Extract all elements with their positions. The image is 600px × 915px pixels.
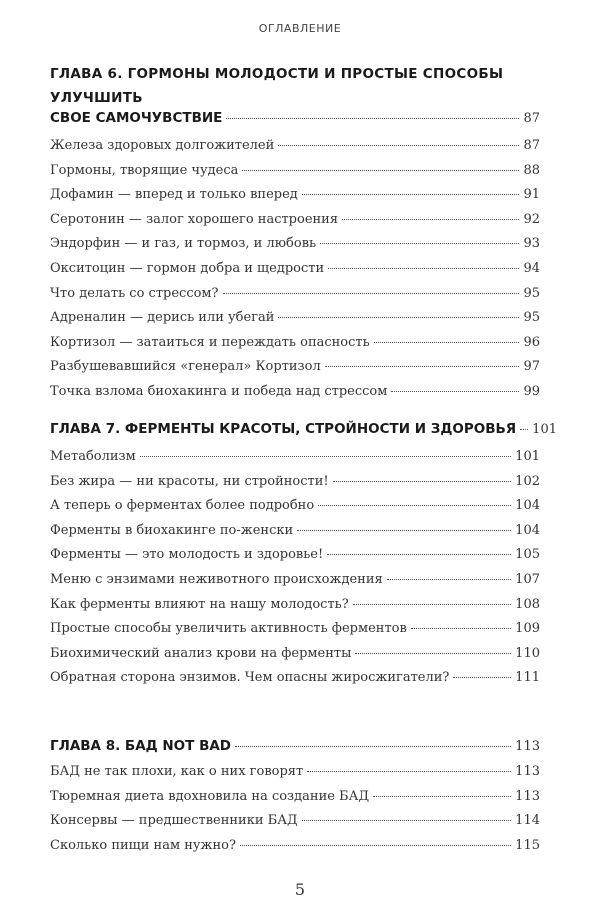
page-number: 99 (523, 383, 540, 399)
dot-leader (328, 268, 519, 269)
entry-title: Адреналин — дерись или убегай (50, 310, 275, 326)
dot-leader (327, 554, 511, 555)
dot-leader (302, 820, 512, 821)
dot-leader (411, 628, 511, 629)
toc-entry[interactable] (50, 212, 540, 237)
dot-leader (342, 219, 519, 220)
toc-entry[interactable] (50, 670, 540, 695)
chapter-6 (50, 62, 540, 409)
entry-title: Тюремная диета вдохновила на создание БАД (50, 788, 370, 804)
toc-entry[interactable] (50, 764, 540, 789)
toc-entry[interactable] (50, 236, 540, 261)
entry-title: Окситоцин — гормон добра и щедрости (50, 260, 325, 276)
toc-entry[interactable] (50, 261, 540, 286)
page-number: 110 (515, 645, 540, 661)
page-number: 87 (523, 138, 540, 153)
dot-leader (318, 505, 511, 506)
dot-leader (240, 845, 511, 846)
entry-title: Обратная сторона энзимов. Чем опасны жиросжигатели? (50, 670, 450, 686)
entry-title: Железа здоровых долгожителей (50, 138, 275, 153)
page-number: 108 (515, 596, 540, 612)
chapter-title-text: ГЛАВА 6. ГОРМОНЫ МОЛОДОСТИ И ПРОСТЫЕ СПОСОБЫ УЛУЧШИТЬ (50, 66, 504, 106)
page-number: 111 (515, 670, 540, 686)
page-number: 91 (523, 187, 540, 203)
entry-title: Простые способы увеличить активность ферментов (50, 621, 407, 637)
toc-entry[interactable] (50, 138, 540, 163)
page-number: 95 (523, 285, 540, 301)
toc-entry[interactable] (50, 523, 540, 548)
entry-title: Точка взлома биохакинга и победа над стрессом (50, 383, 388, 399)
page-number: 95 (523, 310, 540, 326)
page-folio: 5 (294, 880, 306, 899)
dot-leader (140, 456, 511, 457)
dot-leader (223, 293, 520, 294)
page-number: 104 (515, 522, 540, 538)
toc-entry[interactable] (50, 163, 540, 188)
page-number: 104 (515, 498, 540, 514)
toc-entry[interactable] (50, 498, 540, 523)
dot-leader (355, 653, 511, 654)
page-number: 105 (515, 547, 540, 563)
page-number: 109 (515, 621, 540, 637)
chapter-title-row[interactable] (50, 738, 540, 762)
chapter-7 (50, 421, 557, 695)
toc-entry[interactable] (50, 310, 540, 335)
toc-entry[interactable] (50, 187, 540, 212)
page-number: 107 (515, 571, 540, 587)
page-number: 97 (523, 359, 540, 375)
dot-leader (520, 429, 528, 430)
toc-entry[interactable] (50, 474, 540, 499)
entry-title: Дофамин — вперед и только вперед (50, 187, 298, 203)
chapter-title-row[interactable] (50, 110, 540, 134)
dot-leader (325, 366, 520, 367)
entry-title: Эндорфин — и газ, и тормоз, и любовь (50, 236, 317, 252)
dot-leader (333, 481, 512, 482)
chapter-title-line (50, 62, 540, 110)
entry-title: Сколько пищи нам нужно? (50, 837, 236, 853)
toc-entry[interactable] (50, 838, 540, 863)
page-number: 113 (515, 788, 540, 804)
toc-entry[interactable] (50, 359, 540, 384)
running-head: ОГЛАВЛЕНИЕ (258, 22, 342, 35)
page-number: 114 (515, 813, 540, 829)
toc-entry[interactable] (50, 335, 540, 360)
dot-leader (391, 391, 519, 392)
entry-title: Что делать со стрессом? (50, 285, 219, 301)
dot-leader (453, 677, 511, 678)
dot-leader (226, 118, 519, 119)
entry-title: Консервы — предшественники БАД (50, 813, 298, 829)
toc-entry[interactable] (50, 597, 540, 622)
page-number: 92 (523, 211, 540, 227)
toc-entry[interactable] (50, 646, 540, 671)
page-number: 113 (515, 764, 540, 779)
entry-title: Гормоны, творящие чудеса (50, 162, 239, 178)
entry-title: Серотонин — залог хорошего настроения (50, 211, 339, 227)
entry-title: Как ферменты влияют на нашу молодость? (50, 596, 349, 612)
chapter-title-row[interactable] (50, 421, 557, 445)
entry-title: Биохимический анализ крови на ферменты (50, 645, 352, 661)
toc-entry[interactable] (50, 547, 540, 572)
dot-leader (353, 604, 511, 605)
page-number: 96 (523, 334, 540, 350)
entry-title: Ферменты в биохакинге по-женски (50, 522, 294, 538)
dot-leader (387, 579, 511, 580)
chapter-title-text: ГЛАВА 8. БАД NOT BAD (50, 738, 232, 754)
toc-entry[interactable] (50, 286, 540, 311)
toc-entry[interactable] (50, 449, 540, 474)
toc-entry[interactable] (50, 621, 540, 646)
entry-title: Метаболизм (50, 449, 136, 464)
dot-leader (278, 317, 519, 318)
dot-leader (297, 530, 511, 531)
entry-title: Ферменты — это молодость и здоровье! (50, 547, 324, 563)
dot-leader (235, 746, 511, 747)
chapter-8 (50, 738, 540, 862)
page-number: 94 (523, 260, 540, 276)
toc-entry[interactable] (50, 789, 540, 814)
dot-leader (374, 342, 520, 343)
entry-title: Меню с энзимами неживотного происхождения (50, 571, 383, 587)
entry-title: Без жира — ни красоты, ни стройности! (50, 473, 329, 489)
page-number: 102 (515, 473, 540, 489)
page-number: 88 (523, 162, 540, 178)
entry-title: Разбушевавшийся «генерал» Кортизол (50, 359, 321, 375)
dot-leader (278, 145, 519, 146)
page-number: 101 (515, 449, 540, 464)
page-number: 87 (523, 111, 540, 126)
page-number: 101 (532, 422, 557, 437)
entry-title: А теперь о ферментах более подробно (50, 498, 315, 514)
toc-entry[interactable] (50, 572, 540, 597)
dot-leader (302, 194, 520, 195)
dot-leader (242, 170, 519, 171)
dot-leader (320, 243, 519, 244)
chapter-title-text: ГЛАВА 7. ФЕРМЕНТЫ КРАСОТЫ, СТРОЙНОСТИ И ЗДОРОВЬЯ (50, 421, 517, 437)
toc-entry[interactable] (50, 813, 540, 838)
dot-leader (307, 771, 511, 772)
page-number: 115 (515, 837, 540, 853)
page-number: 113 (515, 739, 540, 754)
entry-title: БАД не так плохи, как о них говорят (50, 764, 304, 779)
page-number: 93 (523, 236, 540, 252)
toc-entry[interactable] (50, 384, 540, 409)
chapter-title-text: СВОЕ САМОЧУВСТВИЕ (50, 110, 223, 126)
dot-leader (373, 796, 511, 797)
entry-title: Кортизол — затаиться и переждать опасность (50, 334, 370, 350)
